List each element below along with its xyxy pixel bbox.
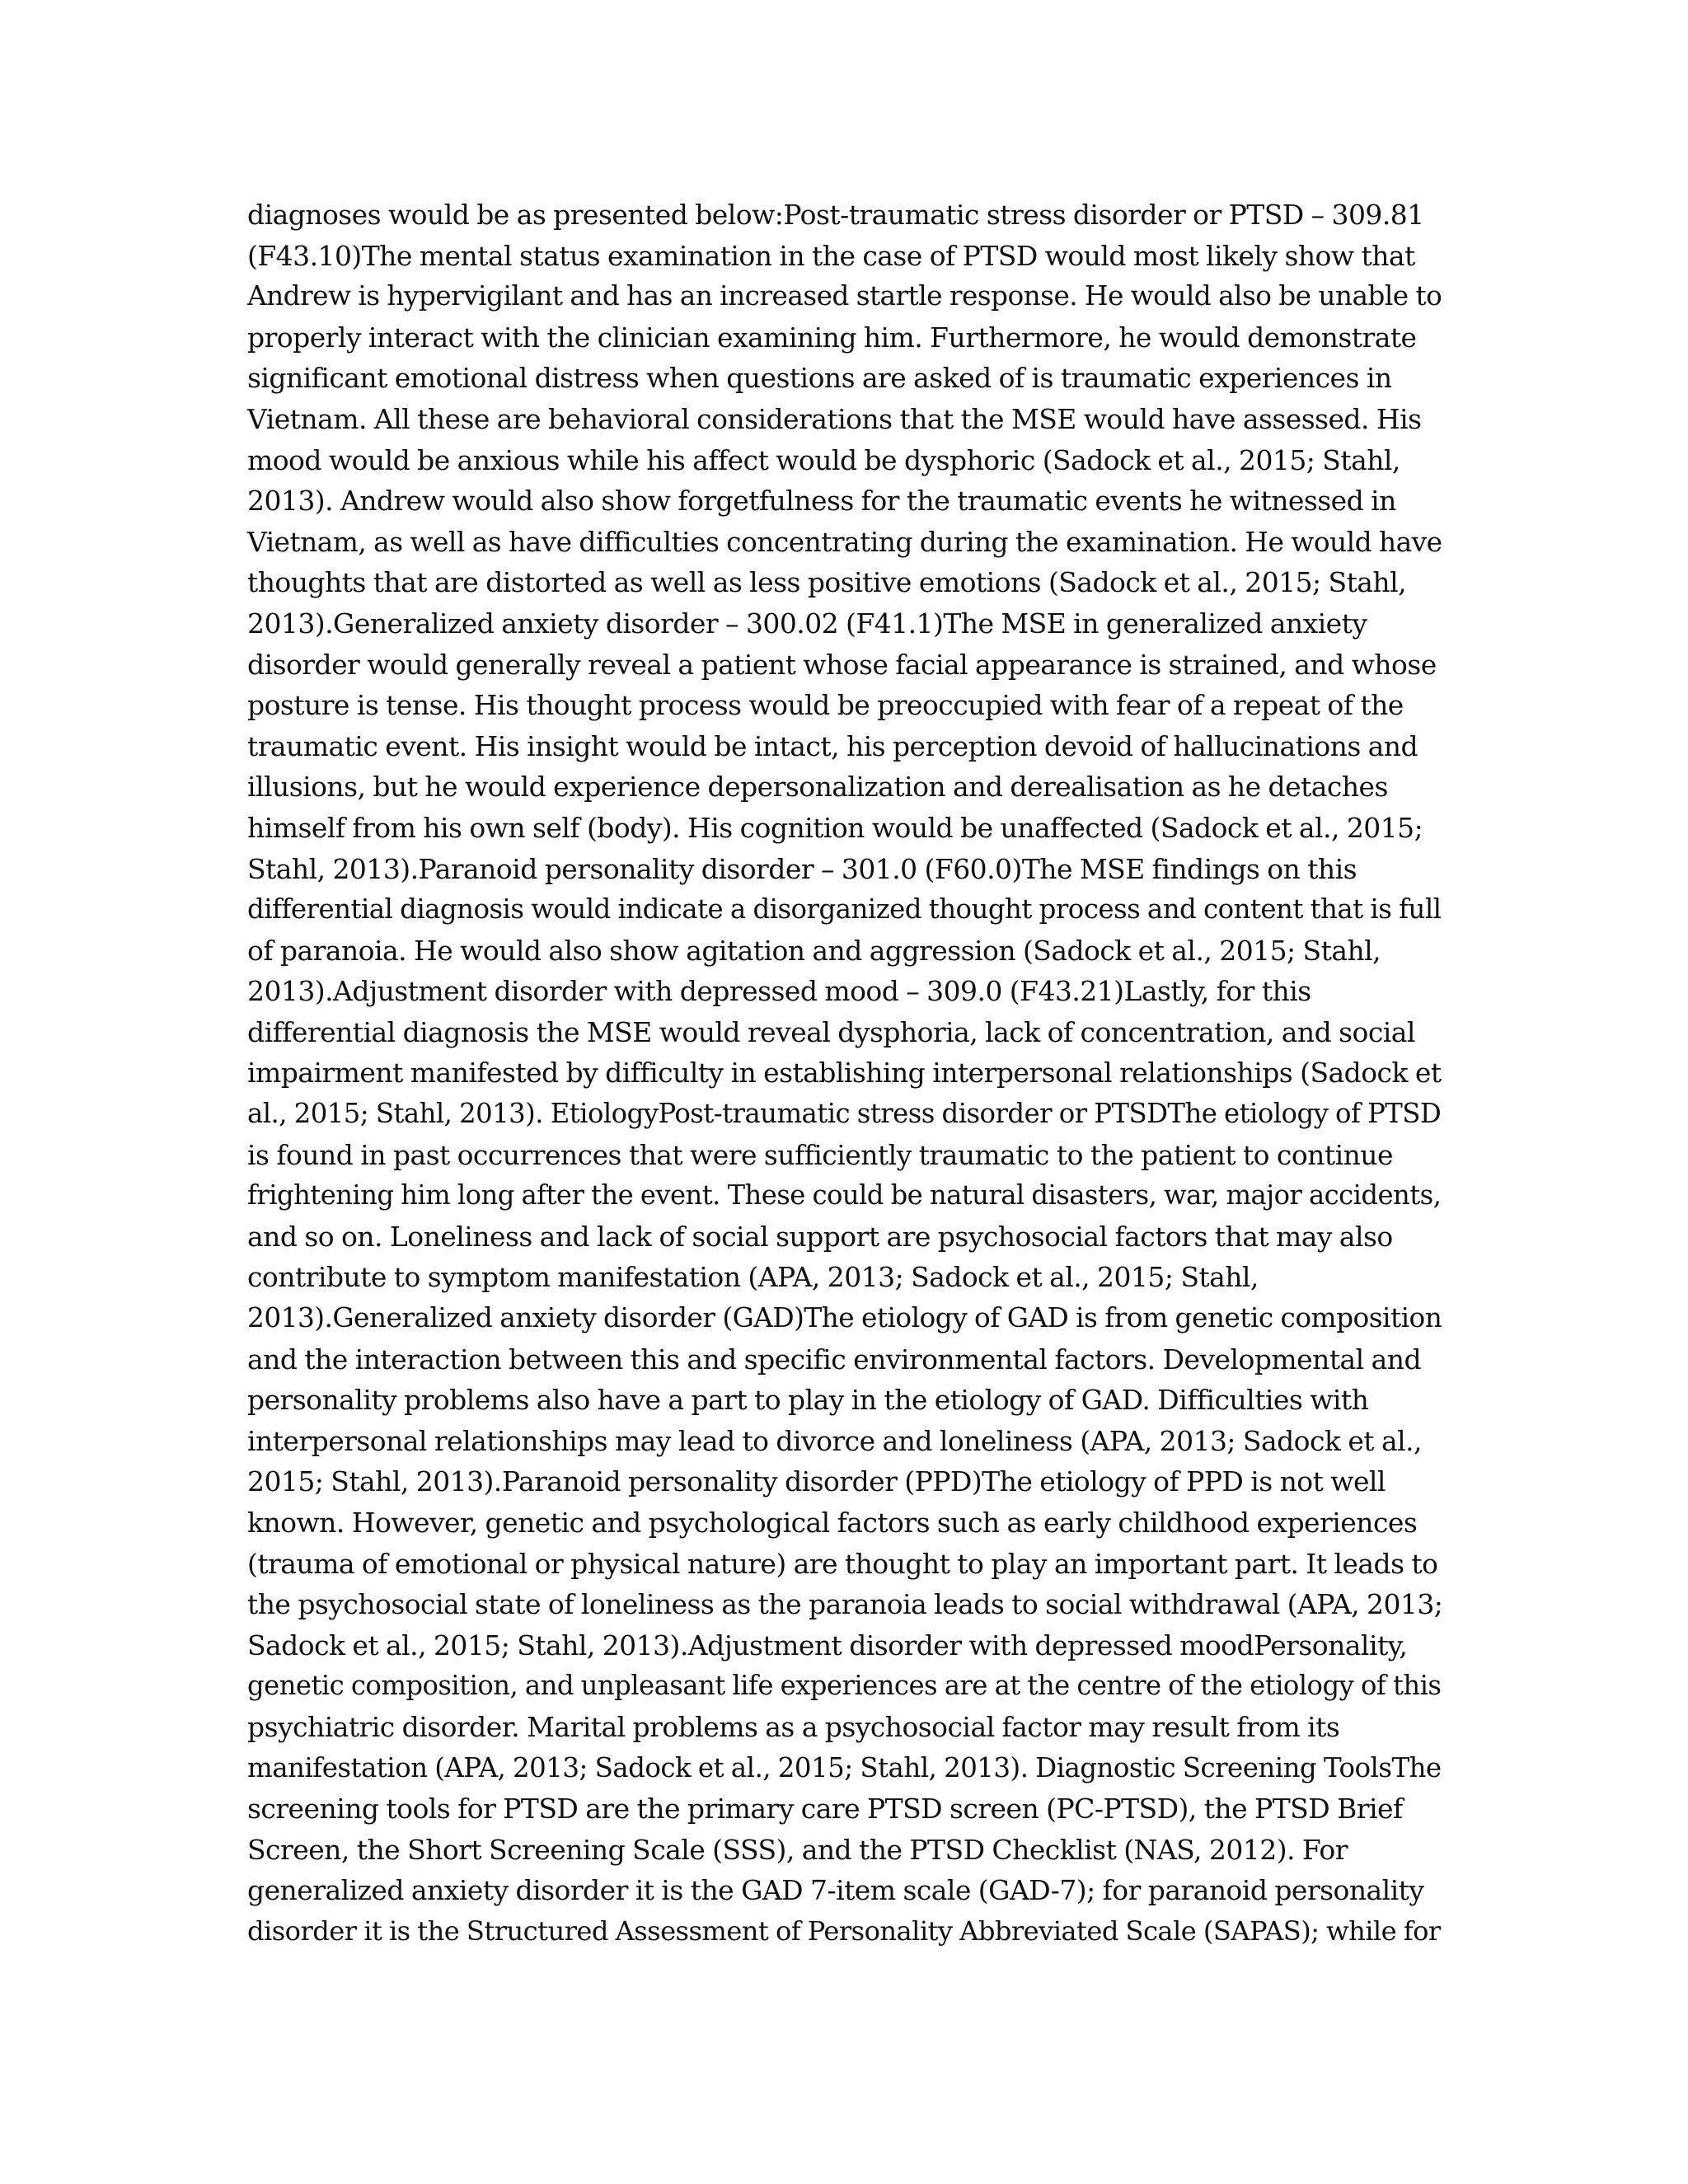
text-line: properly interact with the clinician examining him. Furthermore, he would demonstrate bbox=[247, 321, 1417, 354]
text-line: 2013).Adjustment disorder with depressed mood – 309.0 (F43.21)Lastly, for this bbox=[247, 975, 1311, 1008]
text-line: differential diagnosis the MSE would reveal dysphoria, lack of concentration, and social bbox=[247, 1015, 1415, 1048]
text-line: (trauma of emotional or physical nature) are thought to play an important part. It leads to bbox=[247, 1547, 1438, 1580]
text-line: impairment manifested by difficulty in establishing interpersonal relationships (Sadock et bbox=[247, 1057, 1442, 1090]
text-line: thoughts that are distorted as well as less positive emotions (Sadock et al., 2015; Stahl, bbox=[247, 566, 1407, 599]
text-line: Sadock et al., 2015; Stahl, 2013).Adjustment disorder with depressed moodPersonality, bbox=[247, 1629, 1408, 1661]
text-line: illusions, but he would experience depersonalization and derealisation as he detaches bbox=[247, 771, 1388, 804]
text-line: Vietnam. All these are behavioral considerations that the MSE would have assessed. His bbox=[247, 402, 1422, 435]
text-line: diagnoses would be as presented below:Post-traumatic stress disorder or PTSD – 309.81 bbox=[247, 199, 1424, 231]
text-line: himself from his own self (body). His cognition would be unaffected (Sadock et al., 2015; bbox=[247, 811, 1423, 844]
text-line: 2013).Generalized anxiety disorder (GAD)The etiology of GAD is from genetic composition bbox=[247, 1302, 1442, 1334]
text-line: known. However, genetic and psychological factors such as early childhood experiences bbox=[247, 1507, 1418, 1539]
text-line: disorder would generally reveal a patient whose facial appearance is strained, and whose bbox=[247, 648, 1437, 681]
text-line: psychiatric disorder. Marital problems as a psychosocial factor may result from its bbox=[247, 1710, 1340, 1743]
text-line: (F43.10)The mental status examination in the case of PTSD would most likely show that bbox=[247, 239, 1415, 272]
text-line: interpersonal relationships may lead to divorce and loneliness (APA, 2013; Sadock et al., bbox=[247, 1424, 1422, 1457]
text-line: generalized anxiety disorder it is the GAD 7-item scale (GAD-7); for paranoid personality bbox=[247, 1874, 1424, 1907]
text-line: 2015; Stahl, 2013).Paranoid personality disorder (PPD)The etiology of PPD is not well bbox=[247, 1465, 1386, 1498]
text-line: frightening him long after the event. These could be natural disasters, war, major accidents, bbox=[247, 1179, 1442, 1212]
text-line: contribute to symptom manifestation (APA, 2013; Sadock et al., 2015; Stahl, bbox=[247, 1261, 1259, 1294]
text-line: Screen, the Short Screening Scale (SSS), and the PTSD Checklist (NAS, 2012). For bbox=[247, 1833, 1348, 1866]
text-line: and so on. Loneliness and lack of social support are psychosocial factors that may also bbox=[247, 1220, 1393, 1253]
text-line: 2013).Generalized anxiety disorder – 300.02 (F41.1)The MSE in generalized anxiety bbox=[247, 607, 1367, 640]
text-line: differential diagnosis would indicate a disorganized thought process and content that is full bbox=[247, 893, 1442, 926]
body-text bbox=[247, 194, 1442, 1952]
text-line: Andrew is hypervigilant and has an increased startle response. He would also be unable to bbox=[247, 280, 1442, 312]
text-line: mood would be anxious while his affect would be dysphoric (Sadock et al., 2015; Stahl, bbox=[247, 443, 1400, 476]
text-line: disorder it is the Structured Assessment of Personality Abbreviated Scale (SAPAS); while for bbox=[247, 1915, 1441, 1947]
text-line: genetic composition, and unpleasant life experiences are at the centre of the etiology of this bbox=[247, 1670, 1442, 1702]
text-line: Stahl, 2013).Paranoid personality disorder – 301.0 (F60.0)The MSE findings on this bbox=[247, 852, 1357, 885]
text-line: traumatic event. His insight would be intact, his perception devoid of hallucinations and bbox=[247, 729, 1418, 762]
text-line: posture is tense. His thought process would be preoccupied with fear of a repeat of the bbox=[247, 689, 1404, 722]
text-line: al., 2015; Stahl, 2013). EtiologyPost-traumatic stress disorder or PTSDThe etiology of PTSD bbox=[247, 1098, 1442, 1130]
text-line: 2013). Andrew would also show forgetfulness for the traumatic events he witnessed in bbox=[247, 485, 1396, 518]
text-line: manifestation (APA, 2013; Sadock et al., 2015; Stahl, 2013). Diagnostic Screening ToolsThe bbox=[247, 1751, 1442, 1783]
text-line: of paranoia. He would also show agitation and aggression (Sadock et al., 2015; Stahl, bbox=[247, 934, 1381, 967]
text-line: the psychosocial state of loneliness as the paranoia leads to social withdrawal (APA, 2013; bbox=[247, 1588, 1443, 1621]
text-line: and the interaction between this and specific environmental factors. Developmental and bbox=[247, 1343, 1422, 1376]
text-line: personality problems also have a part to play in the etiology of GAD. Difficulties with bbox=[247, 1384, 1369, 1417]
text-line: significant emotional distress when questions are asked of is traumatic experiences in bbox=[247, 362, 1392, 395]
text-line: Vietnam, as well as have difficulties concentrating during the examination. He would have bbox=[247, 525, 1442, 558]
text-line: is found in past occurrences that were sufficiently traumatic to the patient to continue bbox=[247, 1138, 1393, 1171]
text-line: screening tools for PTSD are the primary care PTSD screen (PC-PTSD), the PTSD Brief bbox=[247, 1793, 1403, 1825]
